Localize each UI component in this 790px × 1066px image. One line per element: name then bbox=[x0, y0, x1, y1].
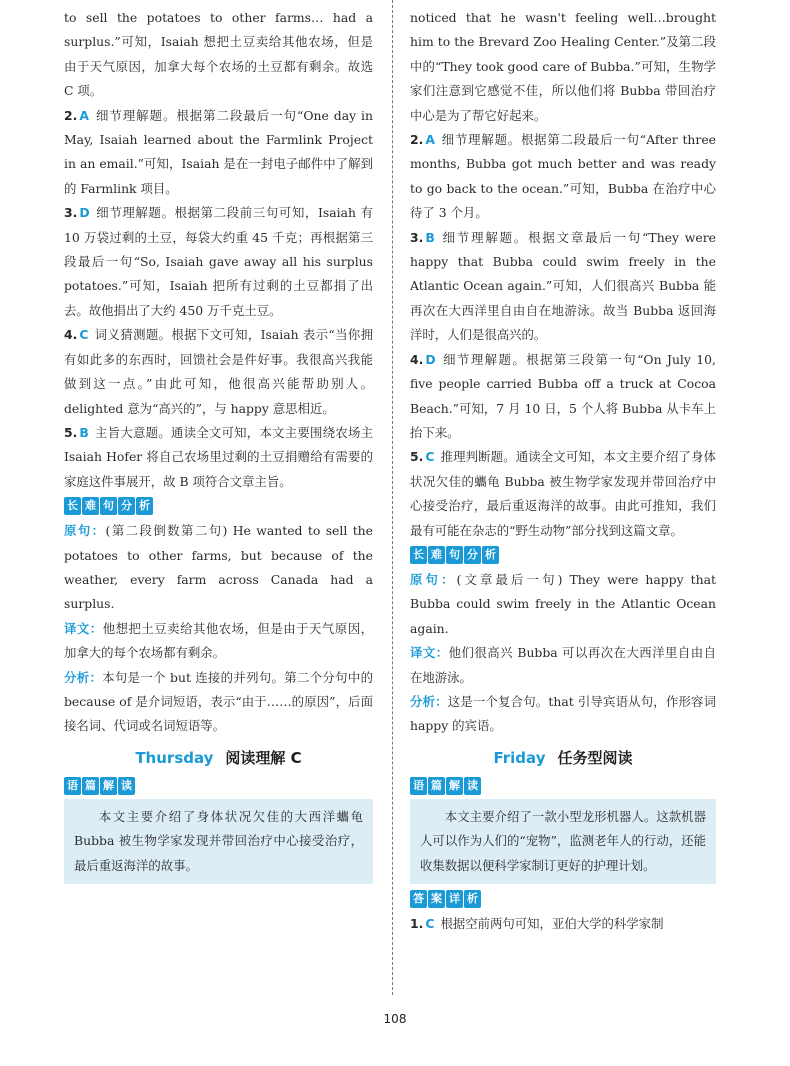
section-type: 任务型阅读 bbox=[557, 748, 633, 767]
item-number: 3. bbox=[64, 205, 78, 221]
tag-char: 详 bbox=[446, 890, 463, 908]
long-sentence-tag bbox=[64, 497, 153, 515]
answer-letter: C bbox=[425, 916, 435, 931]
tag-char: 长 bbox=[410, 546, 427, 564]
answer-letter: C bbox=[79, 327, 89, 343]
section-title-friday bbox=[410, 747, 716, 768]
tag-char: 句 bbox=[100, 497, 117, 515]
tag-char: 解 bbox=[100, 777, 117, 795]
item-explanation: 主旨大意题。通读全文可知，本文主要围绕农场主 Isaiah Hofer 将自己农场里过剩的土豆捐赠给有需要的家庭这件事展开，故 B 项符合文章主旨。 bbox=[64, 424, 373, 489]
answer-item bbox=[410, 128, 716, 226]
item-explanation: 词义猜测题。根据下文可知，Isaiah 表示“当你拥有如此多的东西时，回馈社会是件好事。我很高兴我能做到这一点。”由此可知，他很高兴能帮助别人。delighted 意为“高兴的”，与 happy 意思相近。 bbox=[64, 327, 373, 416]
analysis bbox=[410, 690, 716, 739]
translation bbox=[64, 617, 373, 666]
answer-letter: D bbox=[425, 351, 436, 367]
answer-letter: B bbox=[79, 424, 89, 440]
tag-char: 案 bbox=[428, 890, 445, 908]
tag-char: 分 bbox=[118, 497, 135, 515]
original-text: (第二段倒数第二句) He wanted to sell the potatoes to other farms, but because of the weather, every farm across Canada had a surplus. bbox=[64, 523, 374, 612]
item-number: 2. bbox=[410, 132, 424, 148]
discourse-tag bbox=[64, 777, 135, 795]
summary-box: 本文主要介绍了身体状况欠佳的大西洋蠵龟 Bubba 被生物学家发现并带回治疗中心接受治疗，最后重返海洋的故事。 bbox=[64, 799, 373, 884]
tag-char: 语 bbox=[64, 777, 81, 795]
answer-item bbox=[410, 348, 716, 446]
original-sentence bbox=[64, 519, 373, 617]
tag-char: 解 bbox=[446, 777, 463, 795]
original-label: 原句： bbox=[410, 571, 457, 587]
item-explanation: 细节理解题。根据第二段最后一句“One day in May, Isaiah learned about the Farmlink Project in an email.”可知，Isaiah 是在一封电子邮件中了解到的 Farmlink 项目。 bbox=[64, 107, 373, 196]
tag-char: 析 bbox=[136, 497, 153, 515]
tag-char: 难 bbox=[428, 546, 445, 564]
summary-box: 本文主要介绍了一款小型龙形机器人。这款机器人可以作为人们的“宠物”，监测老年人的行动，还能收集数据以便科学家制订更好的护理计划。 bbox=[410, 799, 716, 884]
tag-char: 句 bbox=[446, 546, 463, 564]
right-continued-text: noticed that he wasn't feeling well…brought him to the Brevard Zoo Healing Center.”及第二段中的“They took good care of Bubba.”可知，生物学家们注意到它感觉不佳，所以他们将 Bubba 带回治疗中心是为了帮它好起来。 bbox=[410, 10, 716, 123]
tag-char: 读 bbox=[118, 777, 135, 795]
column-divider bbox=[392, 0, 393, 995]
item-number: 4. bbox=[64, 327, 78, 343]
item-explanation: 根据空前两句可知，亚伯大学的科学家制 bbox=[440, 916, 664, 931]
right-answer-list bbox=[410, 128, 716, 543]
tag-char: 析 bbox=[482, 546, 499, 564]
item-explanation: 推理判断题。通读全文可知，本文主要介绍了身体状况欠佳的蠵龟 Bubba 被生物学家发现并带回治疗中心接受治疗，最后重返海洋的故事。由此可推知，我们最有可能在杂志的“野生动物”部分找到这篇文章。 bbox=[410, 449, 716, 538]
item-number: 5. bbox=[64, 424, 78, 440]
answer-item bbox=[64, 201, 373, 323]
section-title-thursday bbox=[64, 747, 373, 768]
item-number: 5. bbox=[410, 449, 424, 465]
left-continued-text: to sell the potatoes to other farms… had a surplus.”可知，Isaiah 想把土豆卖给其他农场，但是由于天气原因，加拿大每个农场的土豆都有剩余。故选 C 项。 bbox=[64, 10, 373, 99]
tag-char: 难 bbox=[82, 497, 99, 515]
answer-letter: A bbox=[79, 107, 89, 123]
item-number: 3. bbox=[410, 229, 424, 245]
answer-item bbox=[64, 104, 373, 202]
answer-item bbox=[410, 226, 716, 348]
answer-letter: A bbox=[425, 132, 435, 148]
section-type: 阅读理解 C bbox=[225, 748, 302, 767]
discourse-tag bbox=[410, 777, 481, 795]
translation-text: 他想把土豆卖给其他农场，但是由于天气原因，加拿大的每个农场都有剩余。 bbox=[64, 620, 374, 661]
answer-item bbox=[410, 445, 716, 543]
answer-item bbox=[64, 323, 373, 421]
item-number: 1. bbox=[410, 916, 424, 931]
analysis-text: 本句是一个 but 连接的并列句。第二个分句中的 because of 是介词短语，表示“由于……的原因”，后面接名词、代词或名词短语等。 bbox=[64, 669, 373, 734]
answer-letter: D bbox=[79, 205, 90, 221]
item-number: 4. bbox=[410, 351, 424, 367]
tag-char: 分 bbox=[464, 546, 481, 564]
translation-label: 译文： bbox=[64, 620, 103, 636]
original-text: (文章最后一句) They were happy that Bubba could swim freely in the Atlantic Ocean again. bbox=[410, 571, 716, 636]
analysis-text: 这是一个复合句。that 引导宾语从句，作形容词 happy 的宾语。 bbox=[410, 693, 717, 734]
answer-item bbox=[410, 912, 716, 936]
section-day: Thursday bbox=[135, 748, 214, 767]
long-sentence-tag bbox=[410, 546, 499, 564]
analysis-label: 分析： bbox=[410, 693, 448, 709]
item-explanation: 细节理解题。根据第二段前三句可知，Isaiah 有 10 万袋过剩的土豆，每袋大约重 45 千克；再根据第三段最后一句“So, Isaiah gave away all his surplus potatoes.”可知，Isaiah 把所有过剩的土豆都捐了出去。故他捐出了大约 450 万千克土豆。 bbox=[64, 205, 373, 318]
tag-char: 析 bbox=[464, 890, 481, 908]
original-sentence bbox=[410, 568, 716, 641]
translation-text: 他们很高兴 Bubba 可以再次在大西洋里自由自在地游泳。 bbox=[410, 645, 717, 685]
original-label: 原句： bbox=[64, 523, 106, 539]
analysis-label: 分析： bbox=[64, 669, 103, 685]
answer-item bbox=[64, 421, 373, 494]
analysis bbox=[64, 666, 373, 739]
left-answer-list bbox=[64, 104, 373, 495]
answer-letter: B bbox=[425, 229, 435, 245]
tag-char: 语 bbox=[410, 777, 427, 795]
answer-letter: C bbox=[425, 449, 435, 465]
tag-char: 读 bbox=[464, 777, 481, 795]
tag-char: 答 bbox=[410, 890, 427, 908]
tag-char: 篇 bbox=[428, 777, 445, 795]
item-explanation: 细节理解题。根据第二段最后一句“After three months, Bubba got much better and was ready to go back to the ocean.”可知，Bubba 在治疗中心待了 3 个月。 bbox=[410, 132, 716, 221]
item-number: 2. bbox=[64, 107, 78, 123]
answer-analysis-tag bbox=[410, 890, 481, 908]
item-explanation: 细节理解题。根据文章最后一句“They were happy that Bubba could swim freely in the Atlantic Ocean again.”可知，人们很高兴 Bubba 能再次在大西洋里自由自在地游泳。故当 Bubba 返回海洋时，人们是很高兴的。 bbox=[410, 229, 716, 343]
right-column bbox=[410, 6, 716, 936]
tag-char: 长 bbox=[64, 497, 81, 515]
section-day: Friday bbox=[493, 748, 546, 767]
translation bbox=[410, 641, 716, 690]
left-column bbox=[64, 6, 373, 884]
translation-label: 译文： bbox=[410, 645, 449, 661]
page-number: 108 bbox=[383, 1012, 407, 1026]
item-explanation: 细节理解题。根据第三段第一句“On July 10, five people carried Bubba off a truck at Cocoa Beach.”可知，7 月 10 日，5 个人将 Bubba 从卡车上抬下来。 bbox=[410, 351, 716, 440]
tag-char: 篇 bbox=[82, 777, 99, 795]
